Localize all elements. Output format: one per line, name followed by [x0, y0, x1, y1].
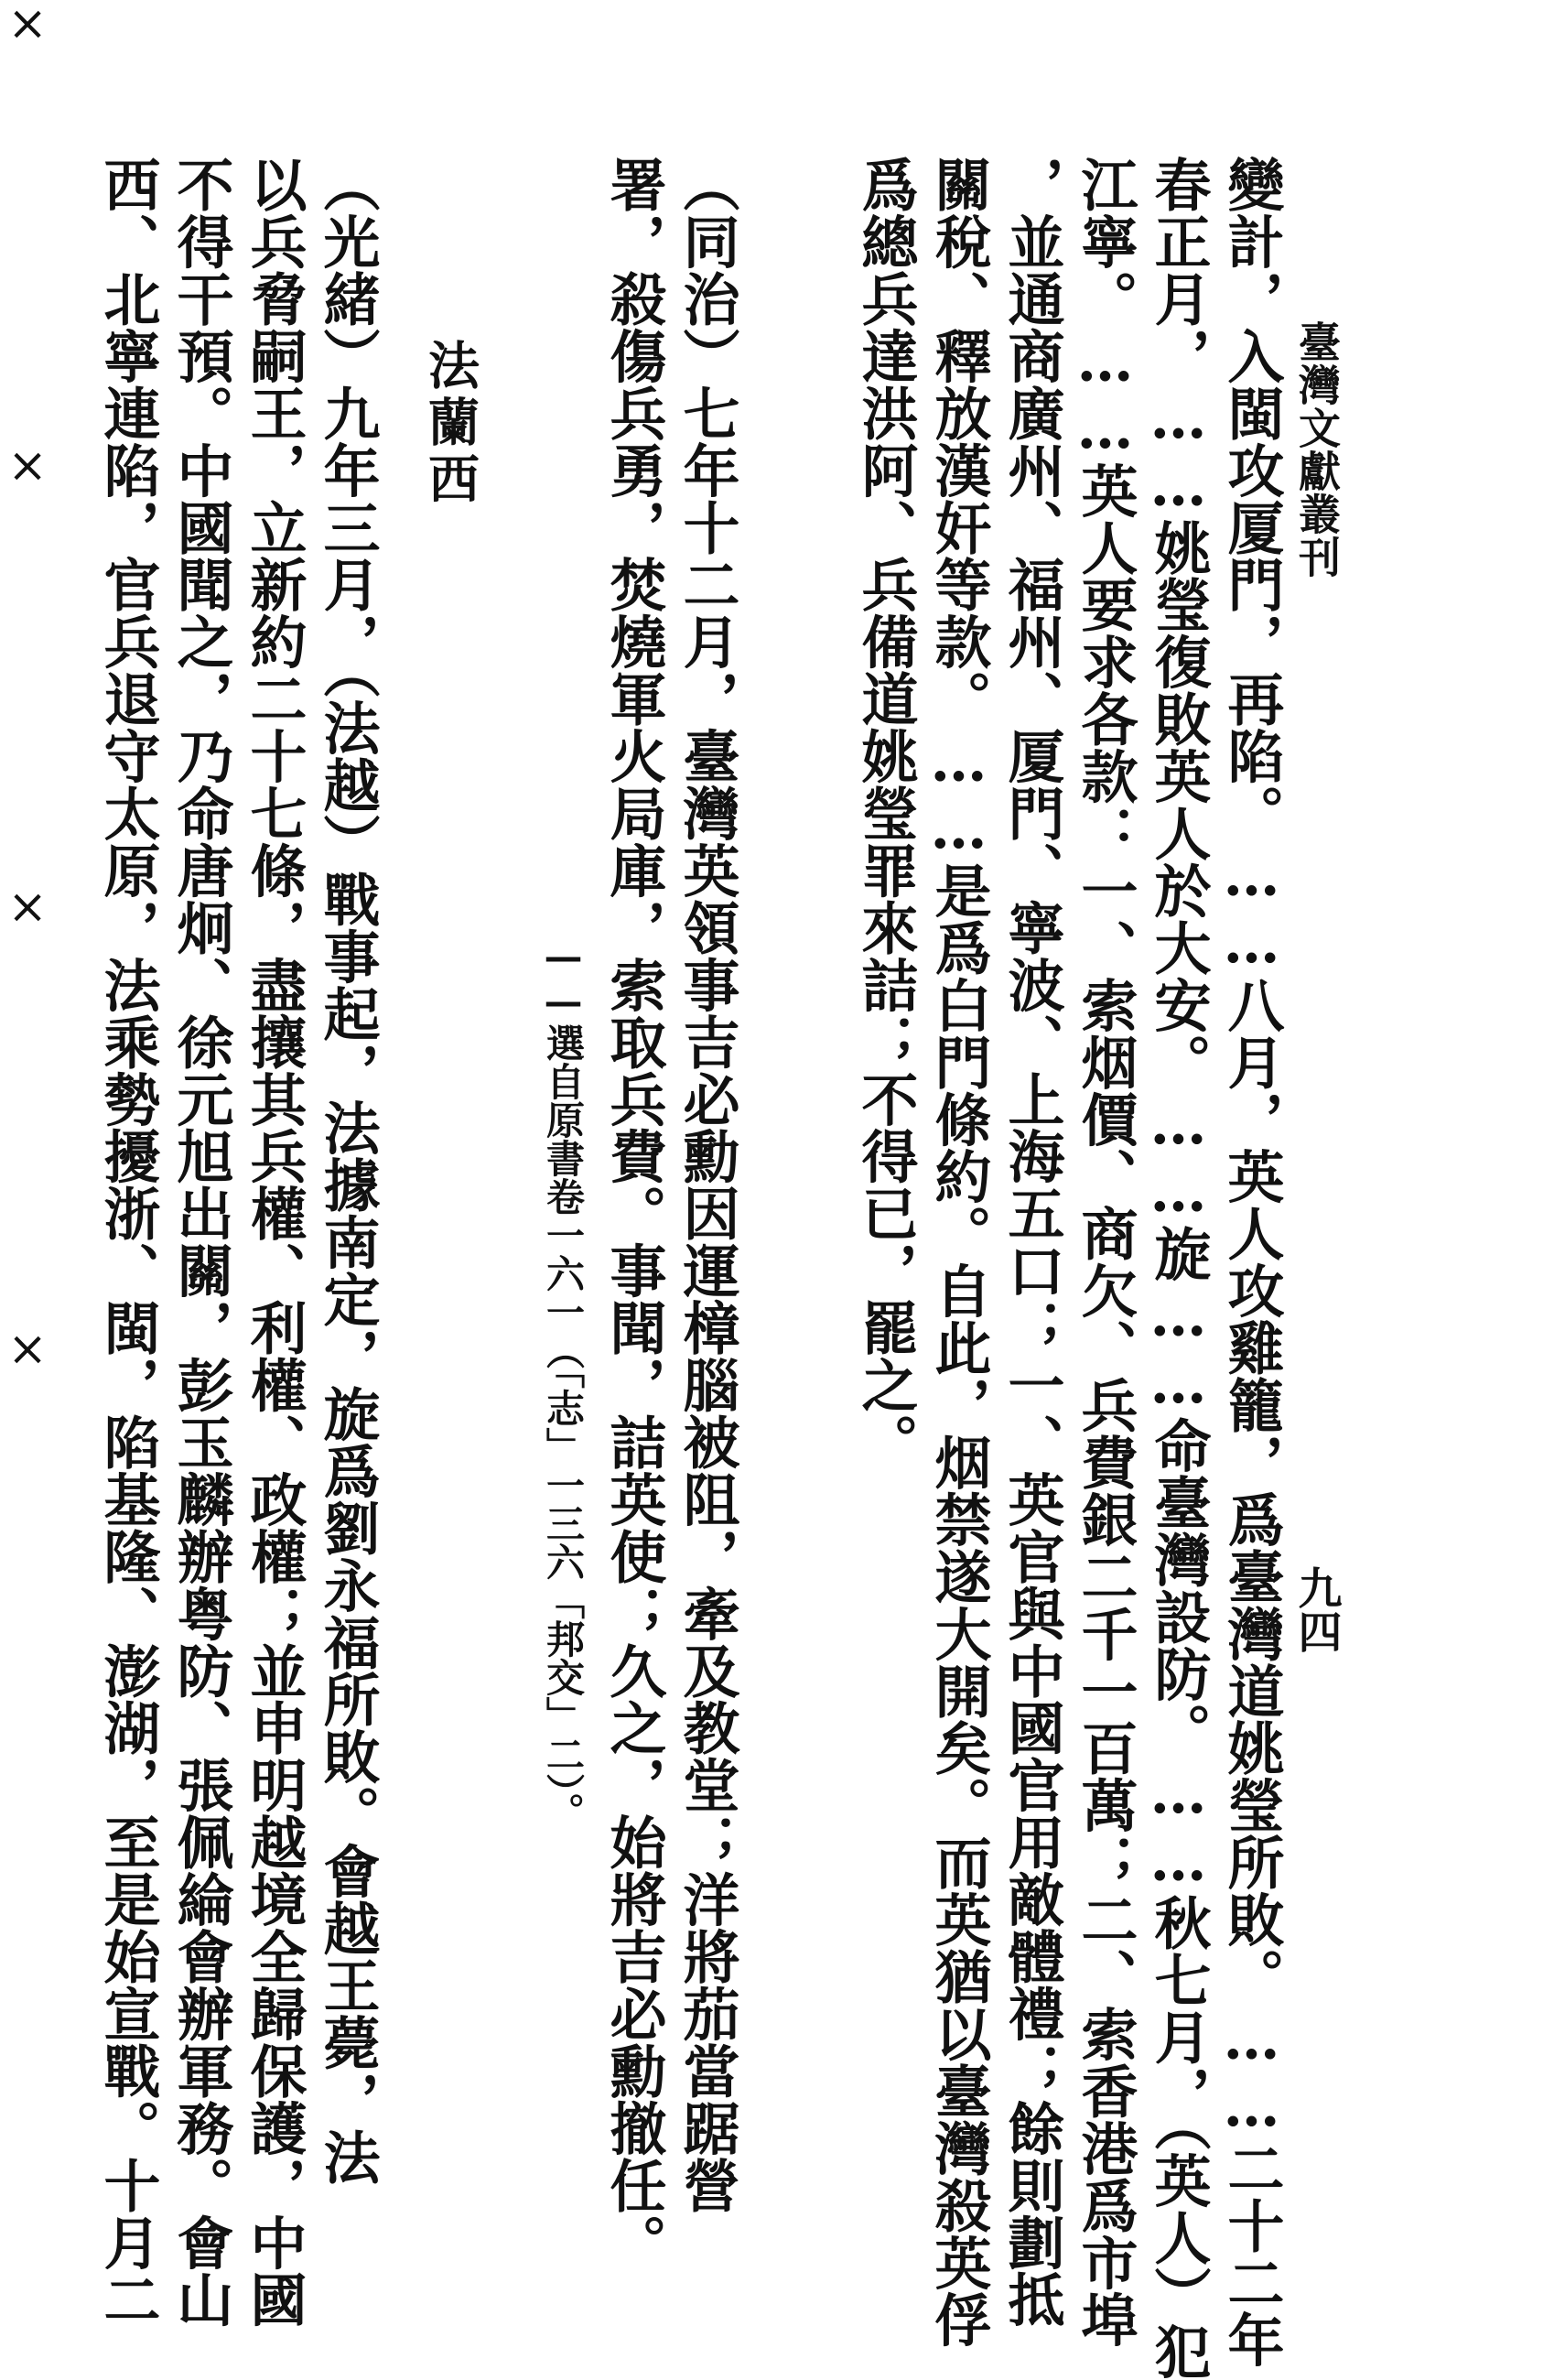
source-citation: ——選自原書卷一六一（「志」一三六「邦交」二）。: [541, 934, 586, 1831]
text-column: 西、北寧連陷，官兵退守太原，法乘勢擾浙、閩，陷基隆、澎湖，至是始宣戰。十月二: [94, 156, 161, 2329]
text-column: 不得干預。中國聞之，乃命唐炯、徐元旭出關，彭玉麟辦粤防、張佩綸會辦軍務。會山: [167, 156, 234, 2329]
series-title: 臺灣文獻叢刊: [1292, 320, 1342, 579]
page-number: 九四: [1290, 1565, 1342, 1653]
text-column: ，並通商廣州、福州、厦門、寧波、上海五口；一、英官與中國官用敵體禮；餘則劃抵: [998, 156, 1065, 2329]
text-column: （同治）七年十二月，臺灣英領事吉必勳因運樟腦被阻，牽及教堂；洋將茄當踞營: [674, 156, 740, 2214]
section-separator: [0, 0, 55, 1377]
section-heading: 法蘭西: [420, 339, 480, 509]
separator-mark: ×: [7, 1321, 48, 1377]
text-column: 春正月，……姚瑩復敗英人於大安。……旋……命臺灣設防。……秋七月，（英人）犯: [1145, 156, 1212, 2380]
text-column: 以兵脅嗣王，立新約二十七條，盡攘其兵權、利權、政權；並申明越境全歸保護，中國: [241, 156, 308, 2329]
separator-mark: ×: [7, 438, 48, 493]
text-column: （光緒）九年三月，（法越）戰事起，法據南定，旋爲劉永福所敗。會越王薨，法: [314, 156, 381, 2186]
text-column: 關稅、釋放漢奸等款。……是爲白門條約。自此，烟禁遂大開矣。而英猶以臺灣殺英俘: [925, 156, 992, 2349]
text-column: 爲總兵達洪阿、兵備道姚瑩罪來詰；不得已，罷之。: [852, 156, 919, 1471]
text-column: 變計，入閩攻厦門，再陷。……八月，英人攻雞籠，爲臺灣道姚瑩所敗。……二十二年: [1218, 156, 1285, 2369]
separator-mark: ×: [7, 0, 48, 51]
separator-mark: ×: [7, 880, 48, 936]
text-column: 署，殺傷兵勇，焚燒軍火局庫，索取兵費。事聞，詰英使；久之，始將吉必勳撤任。: [600, 156, 667, 2271]
text-column: 江寧。……英人要求各款：一、索烟價、商欠、兵費銀二千一百萬；二、索香港爲市埠: [1072, 156, 1139, 2349]
